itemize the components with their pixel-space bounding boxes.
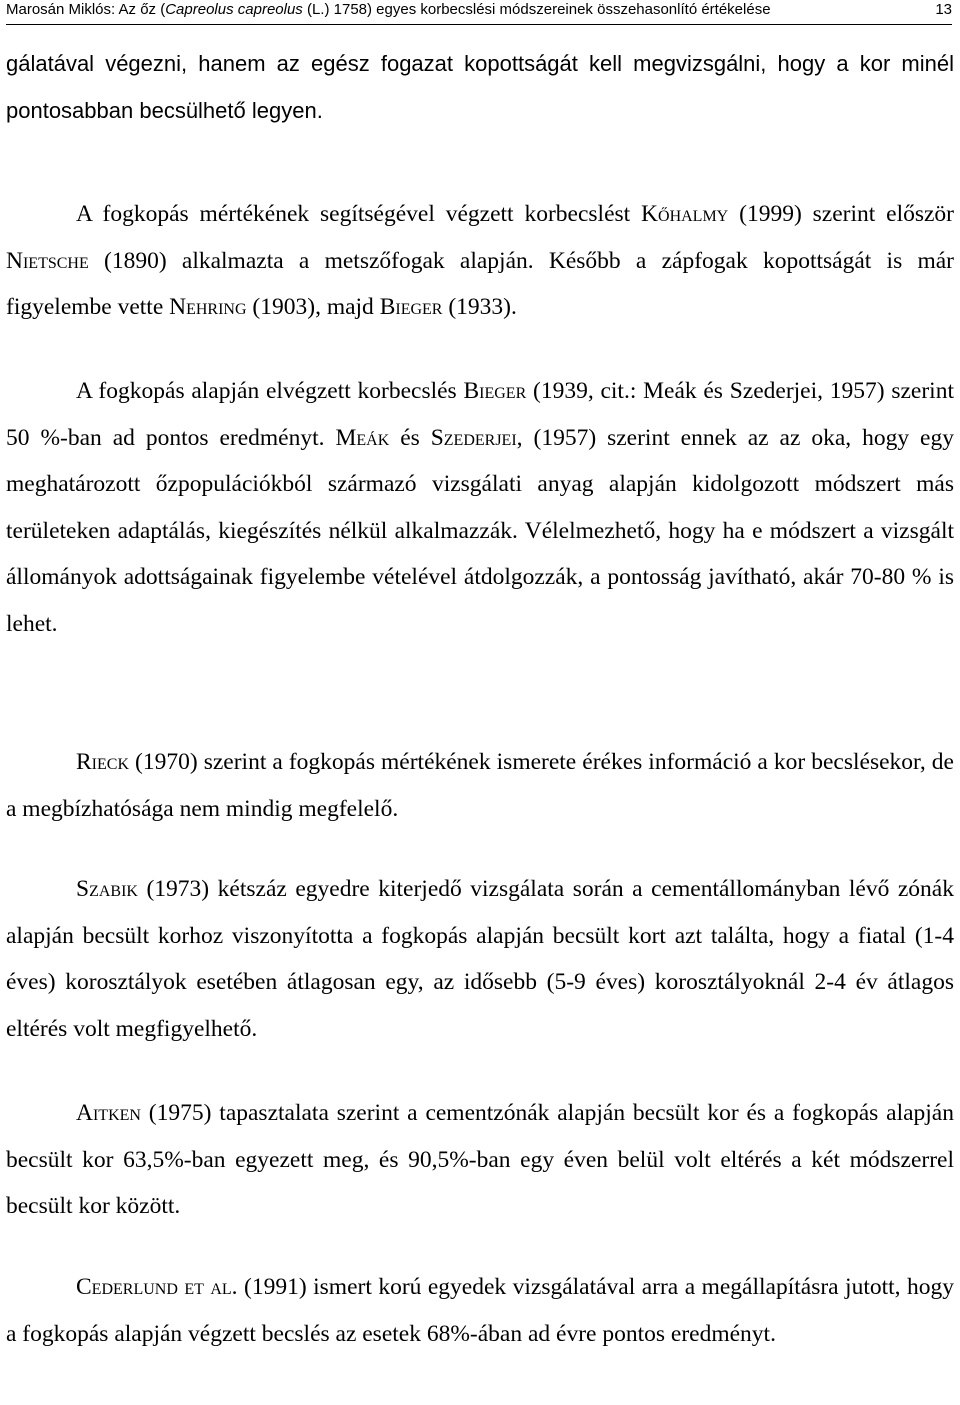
author-szabik: Szabik	[76, 876, 138, 902]
author-aitken: Aitken	[76, 1100, 141, 1126]
author-meak: Meák	[335, 424, 390, 451]
author-szederjei: Szederjei	[430, 424, 517, 451]
header-author: Marosán Miklós: Az őz (	[6, 1, 166, 18]
paragraph-6	[6, 1090, 954, 1230]
paragraph-1	[6, 41, 954, 134]
author-nehring: Nehring	[169, 294, 247, 320]
paragraph-7	[6, 1264, 954, 1357]
author-nietsche: Nietsche	[6, 247, 89, 274]
p3-text-5: Vélelmezhető, hogy ha e módszert a vizsgált állományok adottságainak figyelembe vételével átdolgozzák, a pontosság javítható, akár 70-80 % is lehet.	[6, 517, 954, 637]
author-bieger-2: Bieger	[463, 378, 527, 404]
author-kohalmy: Kőhalmy	[641, 201, 729, 227]
author-bieger: Bieger	[379, 294, 443, 320]
header-citation	[6, 0, 771, 20]
p2-text-4: (1903), majd	[246, 294, 380, 320]
paragraph-3	[6, 368, 954, 647]
paragraph-1-text: gálatával végezni, hanem az egész fogazat kopottságát kell megvizsgálni, hogy a kor minél pontosabban becsülhető legyen.	[6, 51, 954, 123]
p2-text-1: A fogkopás mértékének segítségével végzett korbecslést	[76, 201, 642, 227]
p2-text-2: (1999) szerint először	[728, 201, 954, 227]
header-taxon: Capreolus capreolus	[165, 1, 303, 18]
p5-text-1: (1973) kétszáz egyedre kiterjedő vizsgálata során a cementállományban lévő zónák alapján becsült korhoz viszonyította a fogkopás alapján becsült kort azt találta, hogy a fiatal (1-4 éves) korosztályok esetében átlagosan egy, az idősebb (5-9 éves) korosztályoknál 2-4 év átlagos eltérés volt megfigyelhető.	[6, 876, 954, 1042]
p6-text-1: (1975) tapasztalata szerint a cementzónák alapján becsült kor és a fogkopás alapján becsült kor 63,5%-ban egyezett meg, és 90,5%-ban egy éven belül volt eltérés a két módszerrel becsült kor között.	[6, 1100, 954, 1219]
p7-text-1: (1991) ismert korú egyedek vizsgálatával arra a megállapításra jutott, hogy a fogkopás alapján végzett becslés az esetek 68%-ában ad évre pontos eredményt.	[6, 1274, 955, 1347]
header-citation-rest: (L.) 1758) egyes korbecslési módszereinek összehasonlító értékelése	[302, 1, 771, 18]
paragraph-4	[6, 739, 954, 832]
page-number: 13	[935, 1, 952, 18]
author-cederlund: Cederlund et al.	[76, 1274, 238, 1300]
p3-text-4: , (1957) szerint ennek az az oka, hogy egy meghatározott őzpopulációkból származó vizsgálati anyag alapján kidolgozott módszert más területeken adaptálás, kiegészítés nélkül alkalmazzák.	[6, 424, 954, 544]
p3-text-3: és	[389, 424, 431, 451]
p3-text-1: A fogkopás alapján elvégzett korbecslés	[76, 378, 464, 404]
running-header	[6, 0, 952, 25]
p2-text-3: (1890) alkalmazta a metszőfogak alapján. Később a zápfogak kopottságát is már figyelembe vette	[6, 247, 954, 320]
p3-text-2: (1939, cit.: Meák és Szederjei, 1957) szerint 50 %-ban ad pontos eredményt.	[6, 378, 954, 451]
paragraph-5	[6, 866, 954, 1052]
p2-text-5: (1933).	[442, 294, 517, 320]
author-rieck: Rieck	[76, 749, 130, 775]
p4-text-1: (1970) szerint a fogkopás mértékének ismerete érékes információ a kor becslésekor, de a megbízhatósága nem mindig megfelelő.	[6, 749, 954, 822]
paragraph-2	[6, 191, 954, 331]
